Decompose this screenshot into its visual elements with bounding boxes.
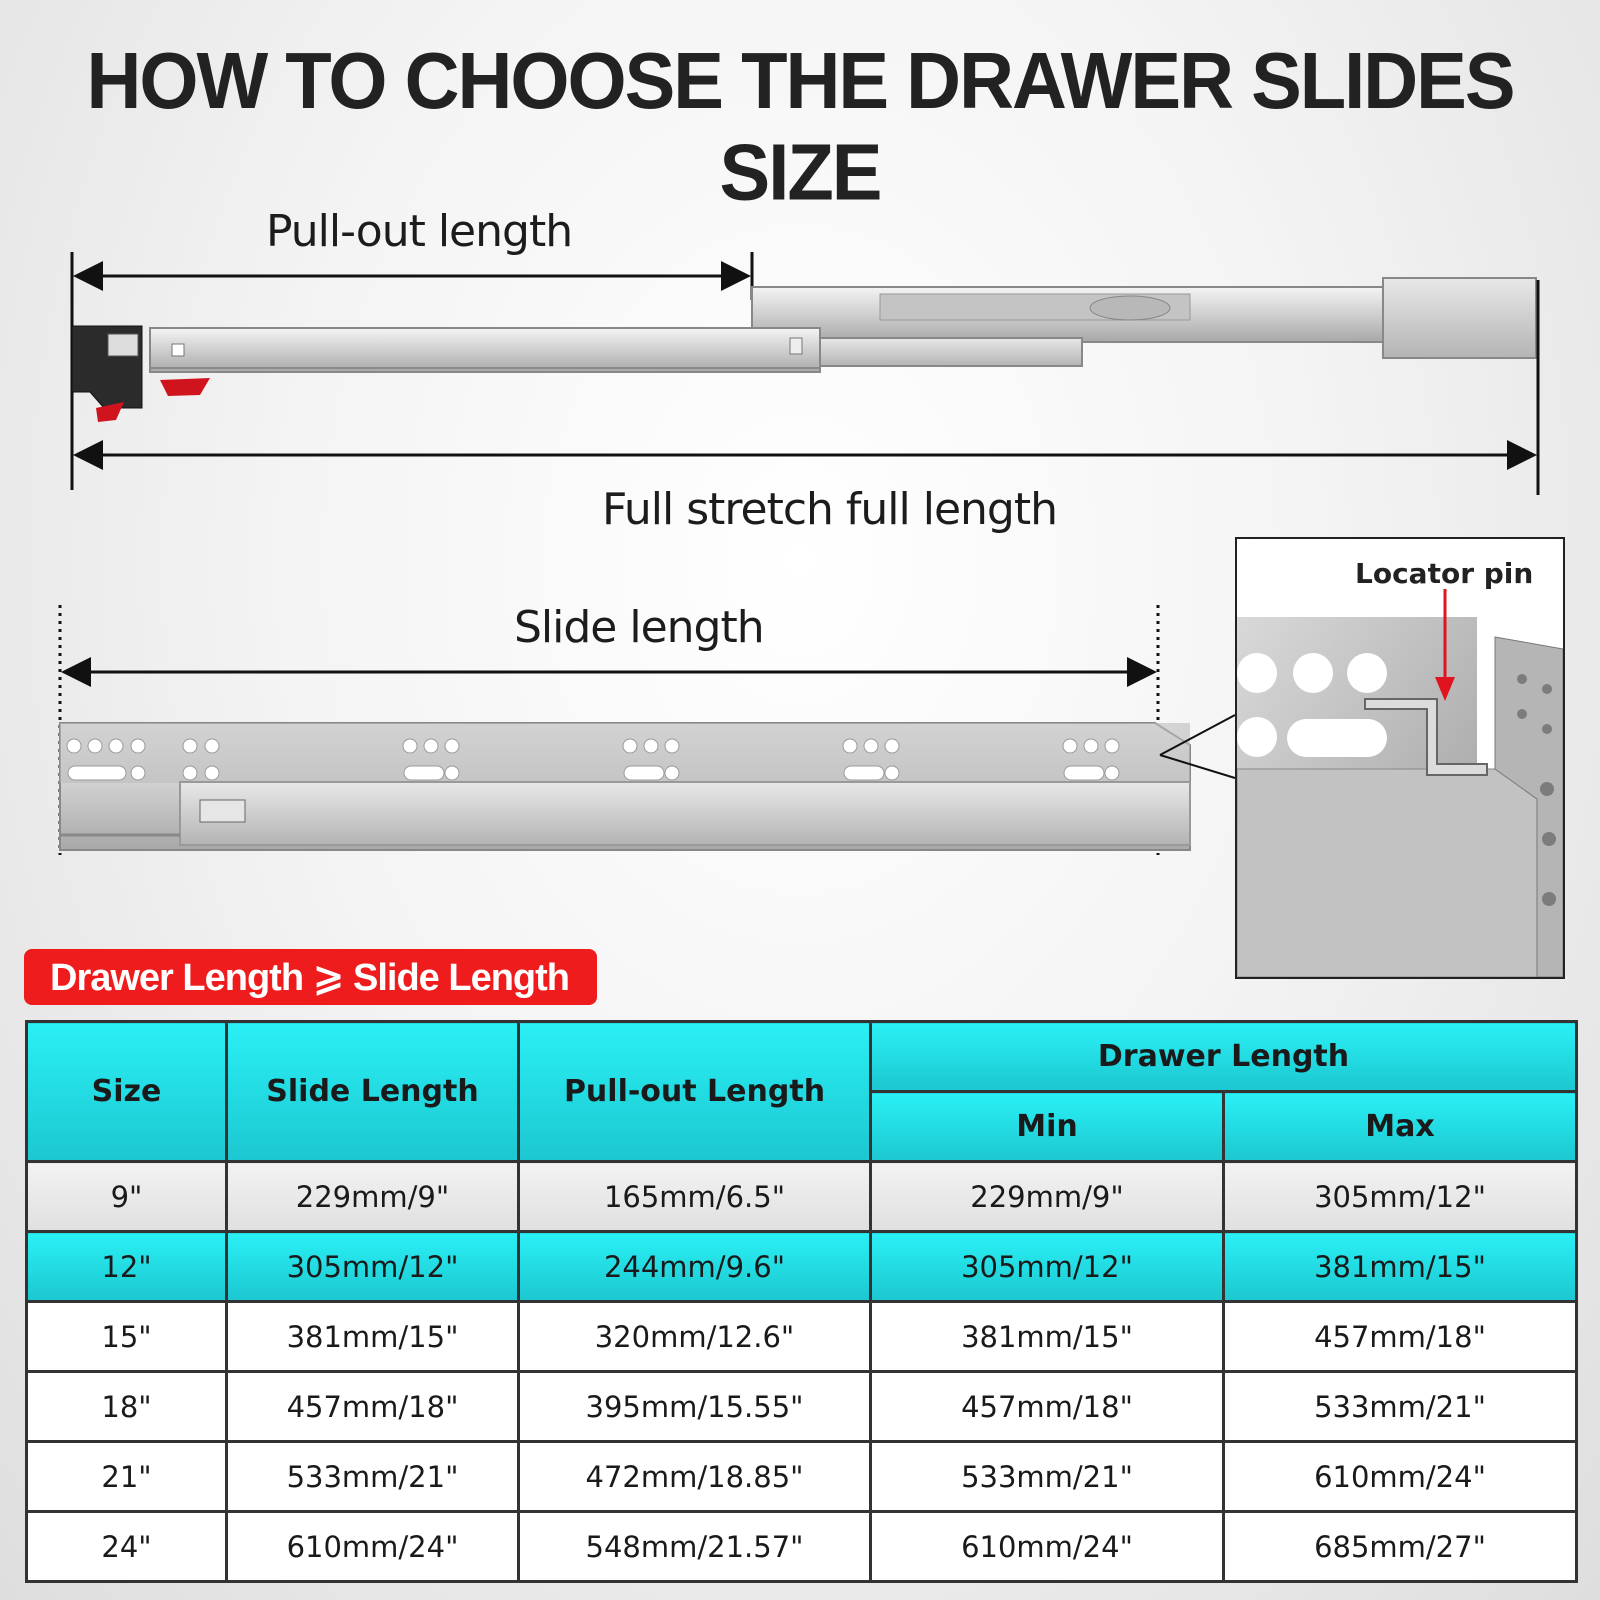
cell-drawer-min: 533mm/21" — [871, 1442, 1224, 1512]
table-row — [27, 1512, 1577, 1582]
cell-drawer-max: 457mm/18" — [1224, 1302, 1577, 1372]
cell-drawer-max: 685mm/27" — [1224, 1512, 1577, 1582]
cell-drawer-min: 457mm/18" — [871, 1372, 1224, 1442]
cell-drawer-min: 610mm/24" — [871, 1512, 1224, 1582]
size-chart-table — [25, 1020, 1578, 1583]
cell-size: 12" — [27, 1232, 227, 1302]
header-pull-out-length: Pull-out Length — [519, 1022, 871, 1162]
closed-slide — [60, 723, 1190, 850]
cell-size: 9" — [27, 1162, 227, 1232]
cell-slide-length: 457mm/18" — [227, 1372, 519, 1442]
header-slide-length: Slide Length — [227, 1022, 519, 1162]
cell-pull-out-length: 395mm/15.55" — [519, 1372, 871, 1442]
cell-drawer-max: 381mm/15" — [1224, 1232, 1577, 1302]
cell-pull-out-length: 320mm/12.6" — [519, 1302, 871, 1372]
cell-slide-length: 381mm/15" — [227, 1302, 519, 1372]
pull-out-length-label: Pull-out length — [266, 206, 573, 257]
locator-pin-detail-image — [1237, 539, 1563, 977]
slide-length-label: Slide length — [514, 602, 764, 653]
locator-pin-label: Locator pin — [1355, 557, 1534, 590]
header-min: Min — [871, 1092, 1224, 1162]
cell-pull-out-length: 244mm/9.6" — [519, 1232, 871, 1302]
table-row — [27, 1232, 1577, 1302]
cell-size: 15" — [27, 1302, 227, 1372]
locator-pin-inset — [1235, 537, 1565, 979]
cell-drawer-min: 229mm/9" — [871, 1162, 1224, 1232]
drawer-length-rule-badge: Drawer Length ⩾ Slide Length — [24, 949, 597, 1005]
cell-pull-out-length: 165mm/6.5" — [519, 1162, 871, 1232]
cell-drawer-min: 381mm/15" — [871, 1302, 1224, 1372]
header-drawer-length: Drawer Length — [871, 1022, 1577, 1092]
cell-pull-out-length: 548mm/21.57" — [519, 1512, 871, 1582]
cell-slide-length: 305mm/12" — [227, 1232, 519, 1302]
locator-pin-arrow-icon — [1430, 589, 1460, 709]
table-row — [27, 1162, 1577, 1232]
full-stretch-length-label: Full stretch full length — [602, 484, 1057, 535]
cell-drawer-max: 610mm/24" — [1224, 1442, 1577, 1512]
cell-slide-length: 229mm/9" — [227, 1162, 519, 1232]
cell-size: 18" — [27, 1372, 227, 1442]
cell-slide-length: 533mm/21" — [227, 1442, 519, 1512]
cell-size: 24" — [27, 1512, 227, 1582]
header-size: Size — [27, 1022, 227, 1162]
cell-pull-out-length: 472mm/18.85" — [519, 1442, 871, 1512]
table-row — [27, 1372, 1577, 1442]
cell-drawer-min: 305mm/12" — [871, 1232, 1224, 1302]
table-row — [27, 1302, 1577, 1372]
cell-drawer-max: 305mm/12" — [1224, 1162, 1577, 1232]
page-title: HOW TO CHOOSE THE DRAWER SLIDES SIZE — [86, 36, 1514, 218]
header-max: Max — [1224, 1092, 1577, 1162]
extended-slide — [72, 278, 1536, 422]
cell-slide-length: 610mm/24" — [227, 1512, 519, 1582]
table-row — [27, 1442, 1577, 1512]
cell-size: 21" — [27, 1442, 227, 1512]
cell-drawer-max: 533mm/21" — [1224, 1372, 1577, 1442]
